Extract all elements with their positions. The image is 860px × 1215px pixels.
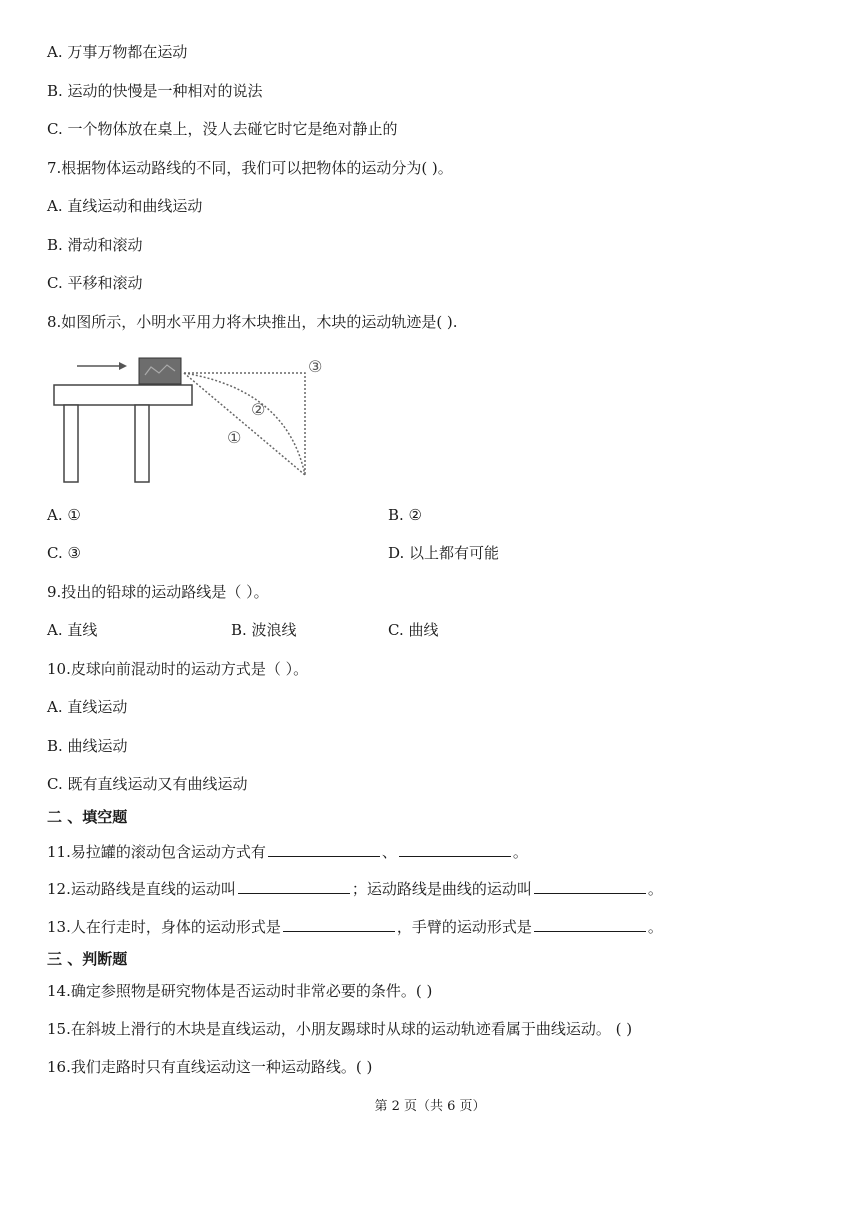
q12-mid: ；运动路线是曲线的运动叫	[351, 880, 532, 898]
section-true-false: 三 、判断题	[47, 950, 128, 968]
trajectory-label-1: ①	[227, 428, 242, 447]
question-11	[47, 842, 528, 862]
q7-option-b: B. 滑动和滚动	[47, 236, 143, 254]
question-8: 8.如图所示，小明水平用力将木块推出，木块的运动轨迹是( ).	[47, 313, 458, 331]
trajectory-label-2: ②	[251, 400, 266, 419]
q8-option-a: A. ①	[47, 506, 81, 524]
q11-blank-2[interactable]	[399, 842, 511, 857]
q9-option-c: C. 曲线	[388, 621, 439, 639]
q10-option-c: C. 既有直线运动又有曲线运动	[47, 775, 248, 793]
question-16: 16.我们走路时只有直线运动这一种运动路线。( )	[47, 1058, 373, 1076]
q10-option-b: B. 曲线运动	[47, 737, 128, 755]
question-13	[47, 917, 663, 937]
section-fill-in: 二 、填空题	[47, 808, 128, 826]
q7-option-a: A. 直线运动和曲线运动	[47, 197, 203, 215]
q12-end: 。	[647, 880, 663, 898]
table-leg-right	[135, 405, 149, 482]
q12-blank-1[interactable]	[238, 879, 350, 894]
q10-option-a: A. 直线运动	[47, 698, 128, 716]
question-15: 15.在斜坡上滑行的木块是直线运动，小朋友踢球时从球的运动轨迹看属于曲线运动。 ( )	[47, 1020, 633, 1038]
q6-option-a: A. 万事万物都在运动	[47, 43, 188, 61]
trajectory-2	[184, 373, 305, 475]
question-9: 9.投出的铅球的运动路线是（ ）。	[47, 583, 269, 601]
q8-option-d: D. 以上都有可能	[388, 544, 500, 562]
q12-text: 12.运动路线是直线的运动叫	[47, 880, 236, 898]
q8-option-b: B. ②	[388, 506, 423, 524]
q6-option-c: C. 一个物体放在桌上，没人去碰它时它是绝对静止的	[47, 120, 398, 138]
q13-mid: ，手臂的运动形式是	[396, 918, 532, 936]
q11-text: 11.易拉罐的滚动包含运动方式有	[47, 843, 266, 861]
q11-blank-1[interactable]	[268, 842, 380, 857]
table-leg-left	[64, 405, 78, 482]
q11-sep: 、	[381, 843, 397, 861]
q8-option-c: C. ③	[47, 544, 81, 562]
q9-option-a: A. 直线	[47, 621, 98, 639]
trajectory-label-3: ③	[308, 357, 323, 376]
trajectory-3	[184, 373, 305, 475]
table-trajectory-figure	[47, 355, 332, 485]
q7-option-c: C. 平移和滚动	[47, 274, 143, 292]
question-10: 10.皮球向前混动时的运动方式是（ ）。	[47, 660, 309, 678]
q11-end: 。	[512, 843, 528, 861]
q13-text: 13.人在行走时，身体的运动形式是	[47, 918, 281, 936]
q12-blank-2[interactable]	[534, 879, 646, 894]
question-12	[47, 879, 663, 899]
q9-option-b: B. 波浪线	[231, 621, 297, 639]
question-7: 7.根据物体运动路线的不同，我们可以把物体的运动分为( )。	[47, 159, 453, 177]
table-top	[54, 385, 192, 405]
question-14: 14.确定参照物是研究物体是否运动时非常必要的条件。( )	[47, 982, 433, 1000]
arrow-head	[119, 362, 127, 370]
q6-option-b: B. 运动的快慢是一种相对的说法	[47, 82, 263, 100]
q13-end: 。	[647, 918, 663, 936]
trajectory-1	[184, 373, 305, 475]
q13-blank-1[interactable]	[283, 917, 395, 932]
page-footer: 第 2 页（共 6 页）	[374, 1099, 486, 1114]
q13-blank-2[interactable]	[534, 917, 646, 932]
